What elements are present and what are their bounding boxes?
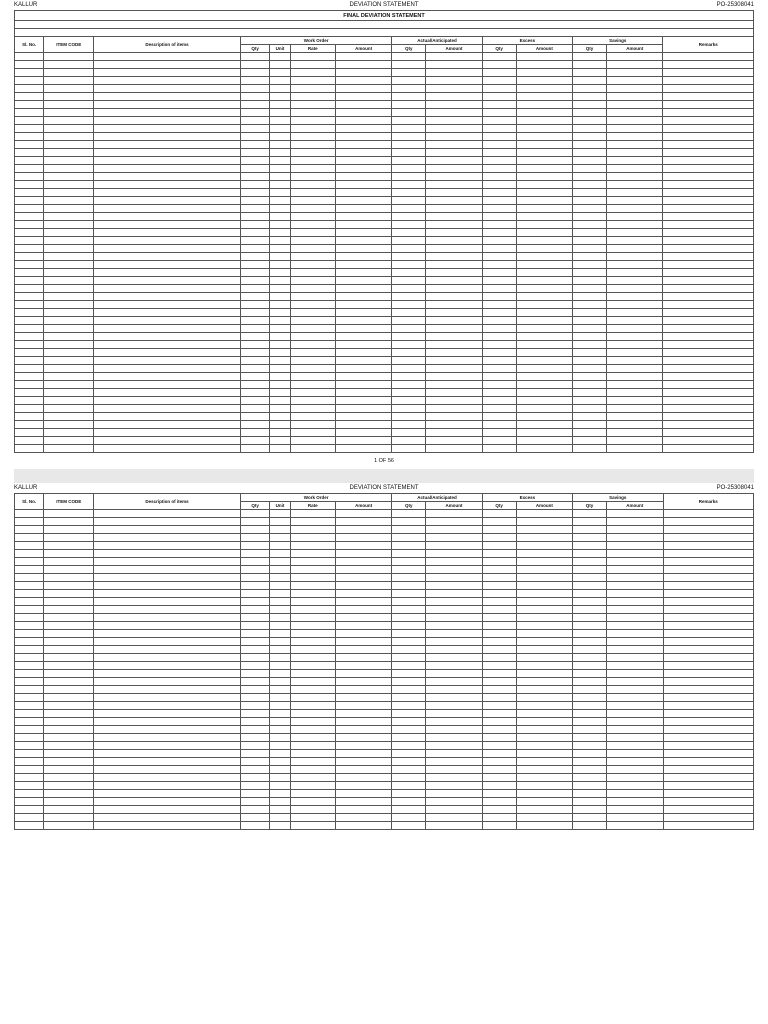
table-row — [15, 101, 754, 109]
table-row — [15, 694, 754, 702]
table-row — [15, 341, 754, 349]
sub-amount: Amount — [516, 45, 572, 53]
table-row — [15, 542, 754, 550]
col-savings: Savings — [573, 494, 663, 502]
table-body — [15, 53, 754, 453]
table-row — [15, 598, 754, 606]
table-row — [15, 69, 754, 77]
sub-qty: Qty — [482, 45, 516, 53]
table-row — [15, 165, 754, 173]
col-remarks: Remarks — [663, 494, 754, 510]
table-row — [15, 630, 754, 638]
table-row — [15, 261, 754, 269]
col-item-code: ITEM CODE — [44, 494, 94, 510]
table-row — [15, 181, 754, 189]
sub-amount: Amount — [335, 45, 391, 53]
header-left: KALLUR — [14, 2, 38, 8]
header-center: DEVIATION STATEMENT — [349, 485, 419, 491]
table-row — [15, 574, 754, 582]
table-row — [15, 429, 754, 437]
table-row — [15, 558, 754, 566]
table-row — [15, 365, 754, 373]
table-row — [15, 149, 754, 157]
table-row — [15, 357, 754, 365]
sub-qty: Qty — [392, 45, 426, 53]
table-row — [15, 221, 754, 229]
sub-qty: Qty — [240, 45, 269, 53]
table-row — [15, 229, 754, 237]
sub-amount: Amount — [516, 502, 573, 510]
col-actual: Actual/Anticipated — [392, 494, 482, 502]
col-sl: Sl. No. — [15, 37, 44, 53]
col-savings: Savings — [573, 37, 663, 45]
header-left: KALLUR — [14, 485, 38, 491]
sub-amount: Amount — [606, 45, 662, 53]
table-row — [15, 437, 754, 445]
table-row — [15, 614, 754, 622]
page-header — [14, 0, 754, 10]
table-row — [15, 590, 754, 598]
table-row — [15, 518, 754, 526]
table-row — [15, 421, 754, 429]
col-remarks: Remarks — [663, 37, 754, 53]
header-right: PO-25308041 — [716, 2, 754, 8]
table-row — [15, 213, 754, 221]
table-row — [15, 61, 754, 69]
sub-qty: Qty — [392, 502, 426, 510]
table-row — [15, 237, 754, 245]
table-row — [15, 678, 754, 686]
table-row — [15, 718, 754, 726]
table-row — [15, 349, 754, 357]
table-row — [15, 309, 754, 317]
table-row — [15, 710, 754, 718]
table-row — [15, 822, 754, 830]
table-row — [15, 133, 754, 141]
document-page — [14, 0, 754, 830]
sub-qty: Qty — [573, 45, 607, 53]
table-row — [15, 397, 754, 405]
table-row — [15, 141, 754, 149]
table-row — [15, 189, 754, 197]
table-row — [15, 373, 754, 381]
table-row — [15, 806, 754, 814]
table-row — [15, 253, 754, 261]
table-row — [15, 654, 754, 662]
table-row — [15, 245, 754, 253]
table-row — [15, 790, 754, 798]
col-work-order: Work Order — [240, 494, 391, 502]
sub-amount: Amount — [335, 502, 391, 510]
table-row — [15, 285, 754, 293]
table-row — [15, 638, 754, 646]
table-row — [15, 293, 754, 301]
table-row — [15, 670, 754, 678]
table-row — [15, 646, 754, 654]
col-desc: Description of items — [94, 37, 241, 53]
table-row — [15, 405, 754, 413]
table-row — [15, 301, 754, 309]
col-excess: Excess — [482, 37, 572, 45]
page-header-2 — [14, 483, 754, 493]
page-break — [14, 469, 754, 483]
table-row — [15, 157, 754, 165]
table-row — [15, 117, 754, 125]
sub-rate: Rate — [290, 45, 335, 53]
table-row — [15, 662, 754, 670]
header-center: DEVIATION STATEMENT — [349, 2, 419, 8]
table-row — [15, 53, 754, 61]
table-body — [15, 510, 754, 830]
sub-amount: Amount — [607, 502, 664, 510]
table-row — [15, 325, 754, 333]
table-row — [15, 413, 754, 421]
table-row — [15, 77, 754, 85]
sub-unit: Unit — [270, 502, 290, 510]
table-row — [15, 445, 754, 453]
table-row — [15, 534, 754, 542]
col-excess: Excess — [482, 494, 572, 502]
table-row — [15, 750, 754, 758]
sub-qty: Qty — [482, 502, 516, 510]
table-row — [15, 550, 754, 558]
col-item-code: ITEM CODE — [44, 37, 94, 53]
banner-title: FINAL DEVIATION STATEMENT — [15, 11, 754, 21]
sub-qty: Qty — [573, 502, 607, 510]
table-row — [15, 582, 754, 590]
deviation-table — [14, 10, 754, 453]
table-row — [15, 622, 754, 630]
sub-qty: Qty — [240, 502, 269, 510]
page-number: 1 OF 56 — [374, 458, 394, 464]
table-row — [15, 109, 754, 117]
deviation-table-2 — [14, 493, 754, 830]
table-row — [15, 381, 754, 389]
sub-unit: Unit — [270, 45, 290, 53]
table-row — [15, 766, 754, 774]
table-row — [15, 566, 754, 574]
col-sl: Sl. No. — [15, 494, 44, 510]
table-row — [15, 93, 754, 101]
table-row — [15, 205, 754, 213]
table-row — [15, 277, 754, 285]
table-row — [15, 317, 754, 325]
col-desc: Description of items — [94, 494, 241, 510]
table-row — [15, 782, 754, 790]
table-row — [15, 606, 754, 614]
table-row — [15, 742, 754, 750]
table-row — [15, 85, 754, 93]
table-row — [15, 510, 754, 518]
table-row — [15, 814, 754, 822]
table-row — [15, 389, 754, 397]
sub-amount: Amount — [426, 502, 483, 510]
sub-amount: Amount — [426, 45, 482, 53]
table-row — [15, 798, 754, 806]
col-work-order: Work Order — [240, 37, 391, 45]
table-row — [15, 173, 754, 181]
table-row — [15, 526, 754, 534]
table-row — [15, 686, 754, 694]
table-row — [15, 702, 754, 710]
table-row — [15, 333, 754, 341]
header-right: PO-25308041 — [716, 485, 754, 491]
sub-rate: Rate — [290, 502, 335, 510]
table-row — [15, 269, 754, 277]
table-row — [15, 774, 754, 782]
table-row — [15, 125, 754, 133]
table-row — [15, 197, 754, 205]
table-row — [15, 726, 754, 734]
table-row — [15, 758, 754, 766]
col-actual: Actual/Anticipated — [392, 37, 482, 45]
table-row — [15, 734, 754, 742]
